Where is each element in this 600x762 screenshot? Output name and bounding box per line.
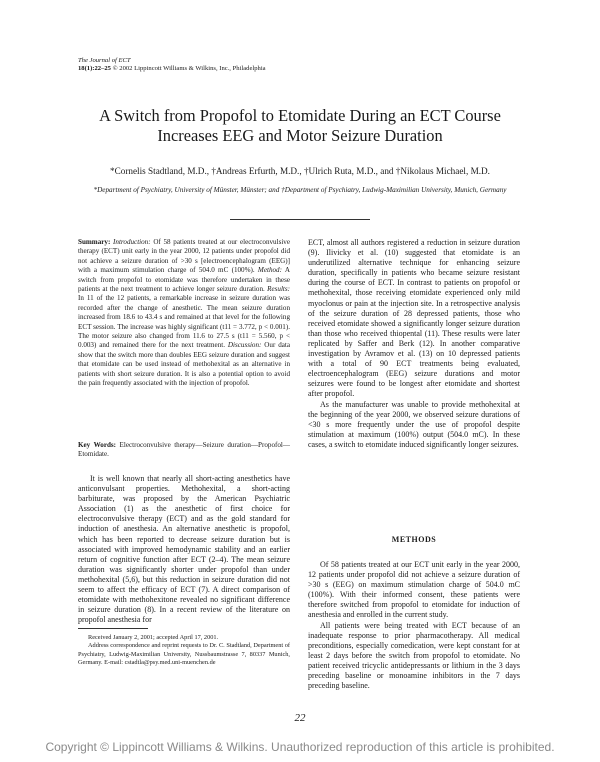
journal-header [78, 57, 266, 73]
footnote [78, 634, 290, 668]
copyright-notice: Copyright © Lippincott Williams & Wilkins. Unauthorized reproduction of this article is prohibited. [45, 740, 555, 754]
article-affiliation: *Department of Psychiatry, University of Münster, Münster; and †Department of Psychiatry, Ludwig-Maximilian University, Munich, Germany [93, 186, 507, 194]
journal-volume: 18(1):22–25 [78, 65, 111, 72]
summary-discussion-text: Our data show that the switch more than doubles EEG seizure duration and suggest that etomidate can be used instead of methohexital as an alternative in patients with short seizure duration. It is also a potential option to avoid the pain frequently associated with the injection of propofol. [78, 341, 291, 388]
journal-publisher: © 2002 Lippincott Williams & Wilkins, Inc., Philadelphia [112, 65, 266, 72]
article-authors: *Cornelis Stadtland, M.D., †Andreas Erfurth, M.D., †Ulrich Ruta, M.D., and †Nikolaus Michael, M.D. [110, 166, 490, 176]
intro-paragraph: It is well known that nearly all short-acting anesthetics have anticonvulsant properties. Methohexital, a short-acting barbiturate, was proposed by the American Psychiatric Association (1) as the anesthetic of first choice for electroconvulsive therapy (ECT) and as the gold standard for induction of anesthesia. An alternative anesthetic is propofol, which has been reported to decrease seizure duration but is associated with improved hemodynamic stability and an earlier return of cognitive function after ECT (2–4). The mean seizure duration was significantly shorter under propofol than under methohexital (5,6), but this reduction in seizure duration did not seem to affect the efficacy of ECT (7). A direct comparison of etomidate with methohexitone revealed no significant difference in seizure duration (8). In a recent review of the literature on propofol anesthesia for [78, 474, 290, 625]
methods-paragraph-2: All patients were being treated with ECT because of an inadequate response to prior pharmacotherapy. All medical preconditions, especially comedication, were kept constant for at least 2 days before the switch from propofol to etomidate. No patient received tricyclic antidepressants or lithium in the 3 days preceding baseline or monoamine inhibitors in the 7 days preceding baseline. [308, 620, 520, 691]
summary-discussion-label: Discussion: [227, 341, 262, 350]
summary-results-text: In 11 of the 12 patients, a remarkable increase in seizure duration was recorded after the change of anesthetic. The mean seizure duration increased from 18.6 to 43.4 s and remained at that level for the following ECT session. The increase was highly significant (t11 = 3.772, p < 0.001). The motor seizure also changed from 11.6 to 27.5 s (t11 = 5.560, p < 0.003) and remained there for the next treatment. [78, 294, 290, 350]
article-title: A Switch from Propofol to Etomidate During an ECT Course Increases EEG and Motor Seizure Duration [99, 106, 501, 145]
right-paragraph-2: As the manufacturer was unable to provide methohexital at the beginning of the year 2000, we observed seizure durations of <30 s more frequently under the use of propofol despite stimulation at maximum (100%) output (504.0 mC). In these cases, a switch to etomidate induced significantly longer seizures. [308, 399, 520, 449]
summary-intro-text: Of 58 patients treated at our electroconvulsive therapy (ECT) unit early in the year 2000, 12 patients under propofol did not achieve a seizure duration of >30 s [electroencephalogram (EEG)] with a maximum stimulation charge of 504.0 mC (100%). [78, 238, 291, 275]
abstract-summary [78, 238, 290, 389]
keywords-label: Key Words: [78, 441, 117, 449]
intro-column [78, 474, 290, 625]
summary-results-label: Results: [267, 285, 291, 294]
journal-citation [78, 65, 266, 73]
keywords [78, 441, 290, 460]
right-column-intro [308, 238, 520, 450]
summary-method-text: A switch from propofol to etomidate was therefore undertaken in these patients at the next treatment to achieve longer seizure duration. [78, 266, 290, 294]
right-paragraph-1: ECT, almost all authors registered a reduction in seizure duration (9). Ilivicky et al. (10) suggested that etomidate is an underutilized alternative technique for enhancing seizure duration, specifically in patients who became seizure resistant during the course of ECT. In contrast to patients on propofol or methohexital, those receiving etomidate experienced only mild myoclonus or pain at the injection site. In a retrospective analysis of the seizure duration of 28 depressed patients, those who received etomidate showed a significantly longer seizure duration than those who received thiopental (11). These results were later replicated by Saffer and Berk (12). In another comparative investigation by Avramov et al. (13) on 10 depressed patients with a total of 90 ECT treatments being evaluated, electroencephalogram (EEG) seizure durations and motor seizures were found to be longest after etomidate and shortest after propofol. [308, 238, 520, 399]
page-number: 22 [294, 712, 306, 724]
methods-paragraph-1: Of 58 patients treated at our ECT unit early in the year 2000, 12 patients under propofol did not achieve a seizure duration of >30 s (EEG) on maximum stimulation charge of 504.0 mC (100%). With their informed consent, these patients were therefore switched from propofol to etomidate for induction of anesthesia and enrolled in the current study. [308, 560, 520, 620]
journal-name: The Journal of ECT [78, 57, 131, 64]
footnote-received: Received January 2, 2001; accepted April 17, 2001. [88, 634, 219, 641]
summary-intro-label: Introduction: [113, 238, 151, 246]
summary-label: Summary: [78, 238, 111, 246]
footnote-divider [78, 628, 148, 629]
title-divider [230, 219, 370, 220]
footnote-correspondence: Address correspondence and reprint requests to Dr. C. Stadtland, Department of Psychiatry, Ludwig-Maximilian University, Nussbaumstrasse 7, 80337 Munich, Germany. E-mail: cstadtla@psy.med.uni-muenchen.de [78, 642, 290, 667]
methods-section [308, 560, 520, 691]
methods-heading: METHODS [391, 535, 437, 544]
keywords-text: Electroconvulsive therapy—Seizure duration—Propofol—Etomidate. [78, 441, 290, 459]
summary-method-label: Method: [257, 266, 282, 275]
